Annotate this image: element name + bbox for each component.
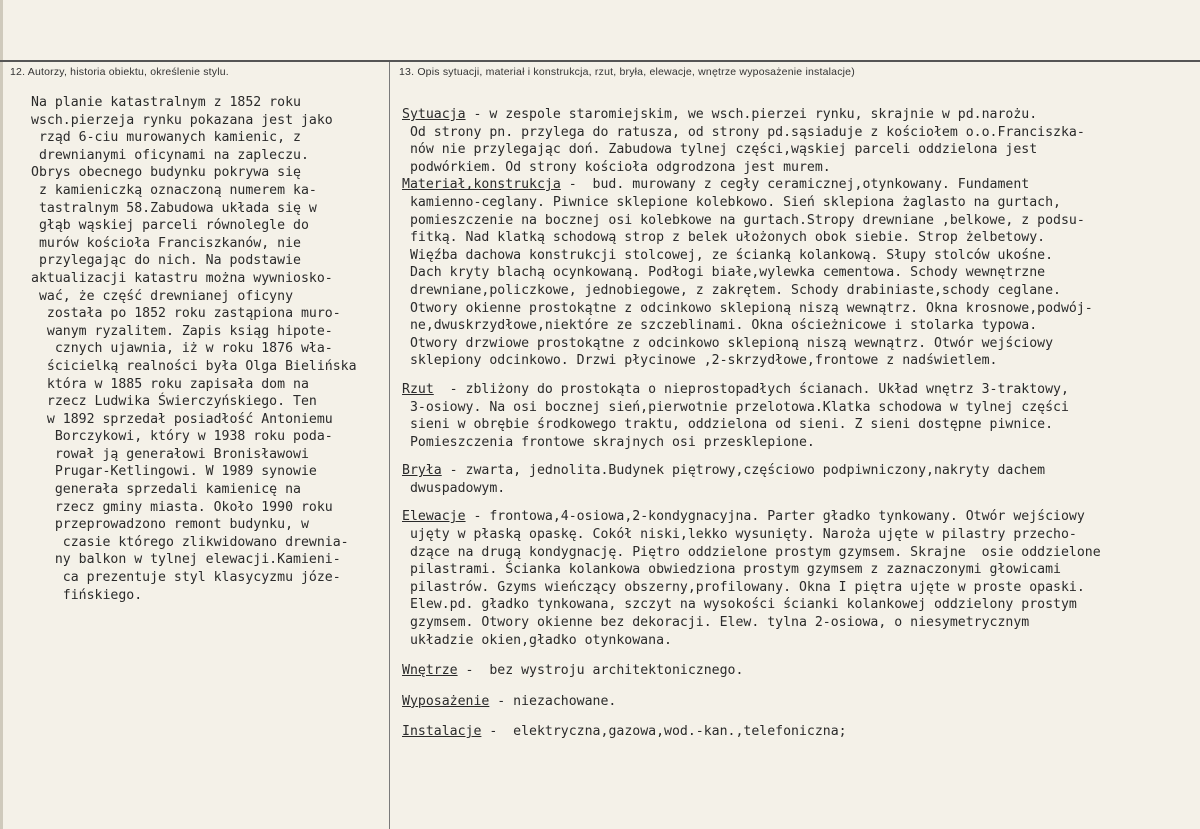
- section-line: ne,dwuskrzydłowe,niektóre ze szczeblinami. Okna ościeżnicowe i stolarka typowa.: [402, 318, 1038, 334]
- section-line: sklepiony odcinkowo. Drzwi płycinowe ,2-skrzydłowe,frontowe z nadświetlem.: [402, 353, 998, 369]
- history-line: wać, że część drewnianej oficyny: [31, 288, 294, 304]
- section-heading: Sytuacja: [402, 107, 466, 122]
- history-line: rząd 6-ciu murowanych kamienic, z: [31, 130, 301, 146]
- section-text: - frontowa,4-osiowa,2-kondygnacyjna. Parter gładko tynkowany. Otwór wejściowy: [465, 509, 1085, 525]
- section-line: Otwory okienne prostokątne z odcinkowo sklepioną niszą wewnątrz. Okna krosnowe,podwój-: [402, 300, 1093, 316]
- section-heading: Rzut: [402, 381, 434, 397]
- left-column-header: 12. Autorzy, historia obiektu, określenie stylu.: [10, 66, 229, 78]
- column-divider: [389, 62, 390, 829]
- history-line: czasie którego zlikwidowano drewnia-: [31, 534, 349, 550]
- section-heading: Materiał,konstrukcja: [402, 177, 561, 193]
- section-line: Więźba dachowa konstrukcji stolcowej, ze ścianką kolankową. Słupy stolców ukośne.: [402, 247, 1054, 263]
- section-line: [402, 176, 1192, 194]
- history-line: przylegając do nich. Na podstawie: [31, 253, 301, 269]
- section-line: sieni w obrębie środkowego traktu, oddzielona od sieni. Z sieni dostępne piwnice.: [402, 417, 1054, 433]
- section-wyposazenie: [402, 693, 1192, 711]
- section-bryla: [402, 462, 1192, 497]
- history-line: Obrys obecnego budynku pokrywa się: [31, 165, 301, 181]
- section-heading: Wyposażenie: [402, 693, 490, 709]
- section-heading: Instalacje: [402, 724, 482, 740]
- section-heading: Elewacje: [402, 509, 466, 525]
- section-text: - niezachowane.: [489, 693, 617, 709]
- history-line: ca prezentuje styl klasycyzmu józe-: [31, 570, 341, 586]
- history-line: w 1892 sprzedał posiadłość Antoniemu: [31, 411, 333, 427]
- history-line: głąb wąskiej parceli równolegle do: [31, 218, 309, 234]
- section-line: Dach kryty blachą ocynkowaną. Podłogi białe,wylewka cementowa. Schody wewnętrzne: [402, 265, 1046, 281]
- section-rzut: [402, 381, 1192, 451]
- section-line: podwórkiem. Od strony kościoła odgrodzona jest murem.: [402, 159, 831, 175]
- history-line: z kamieniczką oznaczoną numerem ka-: [31, 182, 317, 198]
- history-line: wanym ryzalitem. Zapis ksiąg hipote-: [31, 323, 333, 339]
- section-heading: Wnętrze: [402, 663, 458, 679]
- section-text: - zbliżony do prostokąta o nieprostopadłych ścianach. Układ wnętrz 3-traktowy,: [433, 381, 1069, 397]
- section-line: 3-osiowy. Na osi bocznej sień,pierwotnie przelotowa.Klatka schodowa w tylnej części: [402, 399, 1069, 415]
- section-line: fitką. Nad klatką schodową strop z belek ułożonych obok siebie. Strop żelbetowy.: [402, 230, 1046, 246]
- history-line: generała sprzedali kamienicę na: [31, 482, 301, 498]
- section-line: pilastrami. Ścianka kolankowa obwiedziona prostym gzymsem z zaznaczonymi głowicami: [402, 562, 1061, 578]
- section-line: kamienno-ceglany. Piwnice sklepione kolebkowo. Sień sklepiona żaglasto na gurtach,: [402, 194, 1061, 210]
- history-line: fińskiego.: [31, 587, 143, 603]
- history-line: Na planie katastralnym z 1852 roku: [31, 95, 301, 110]
- section-line: [402, 381, 1192, 399]
- section-wnetrze: [402, 662, 1192, 680]
- history-line: Prugar-Ketlingowi. W 1989 synowie: [31, 464, 317, 480]
- section-text: - elektryczna,gazowa,wod.-kan.,telefoniczna;: [481, 724, 847, 740]
- section-line: ujęty w płaską opaskę. Cokół niski,lekko wysunięty. Naroża ujęte w pilastry przecho-: [402, 527, 1077, 543]
- section-text: - bez wystroju architektonicznego.: [457, 663, 744, 679]
- section-line: [402, 106, 1192, 124]
- section-line: Elew.pd. gładko tynkowana, szczyt na wysokości ścianki kolankowej oddzielony prostym: [402, 597, 1077, 613]
- section-sytuacja: [402, 106, 1192, 176]
- section-elewacje: [402, 508, 1192, 649]
- history-line: przeprowadzono remont budynku, w: [31, 517, 309, 533]
- history-line: rzecz gminy miasta. Około 1990 roku: [31, 499, 333, 515]
- history-line: tastralnym 58.Zabudowa układa się w: [31, 200, 317, 216]
- description-text: [402, 106, 1192, 741]
- history-line: murów kościoła Franciszkanów, nie: [31, 235, 301, 251]
- section-line: dwuspadowym.: [402, 480, 506, 496]
- history-line: rzecz Ludwika Świerczyńskiego. Ten: [31, 394, 317, 410]
- section-line: Pomieszczenia frontowe skrajnych osi przesklepione.: [402, 434, 815, 450]
- history-line: wsch.pierzeja rynku pokazana jest jako: [31, 112, 333, 128]
- section-line: [402, 462, 1192, 480]
- section-line: gzymsem. Otwory okienne bez dekoracji. Elew. tylna 2-osiowa, o niesymetrycznym: [402, 615, 1030, 631]
- history-line: drewnianymi oficynami na zapleczu.: [31, 147, 309, 163]
- section-text: - w zespole staromiejskim, we wsch.pierzei rynku, skrajnie w pd.narożu.: [465, 107, 1038, 122]
- section-line: Otwory drzwiowe prostokątne z odcinkowo sklepioną niszą wewnątrz. Otwór wejściowy: [402, 335, 1054, 351]
- section-text: - zwarta, jednolita.Budynek piętrowy,częściowo podpiwniczony,nakryty dachem: [441, 463, 1046, 479]
- section-line: [402, 508, 1192, 526]
- section-text: - bud. murowany z cegły ceramicznej,otynkowany. Fundament: [560, 177, 1030, 193]
- section-line: układzie okien,gładko otynkowana.: [402, 632, 672, 648]
- section-heading: Bryła: [402, 463, 442, 479]
- section-line: nów nie przylegając doń. Zabudowa tylnej części,wąskiej parceli oddzielona jest: [402, 142, 1038, 158]
- section-line: pomieszczenie na bocznej osi kolebkowe na gurtach.Stropy drewniane ,belkowe, z podsu-: [402, 212, 1085, 228]
- history-line: cznych ujawnia, iż w roku 1876 wła-: [31, 341, 333, 357]
- history-line: która w 1885 roku zapisała dom na: [31, 376, 309, 392]
- history-text: [31, 94, 387, 604]
- history-line: ny balkon w tylnej elewacji.Kamieni-: [31, 552, 341, 568]
- history-line: została po 1852 roku zastąpiona muro-: [31, 306, 341, 322]
- right-column-header: 13. Opis sytuacji, materiał i konstrukcja, rzut, bryła, elewacje, wnętrze wyposażenie instalacje): [399, 66, 855, 78]
- section-material: [402, 176, 1192, 370]
- history-line: rował ją generałowi Bronisławowi: [31, 446, 309, 462]
- left-edge-shadow: [0, 0, 3, 829]
- section-instalacje: [402, 723, 1192, 741]
- section-line: dzące na drugą kondygnację. Piętro oddzielone prostym gzymsem. Skrajne osie oddzielone: [402, 544, 1101, 560]
- section-line: pilastrów. Gzyms wieńczący obszerny,profilowany. Okna I piętra ujęte w proste opaski.: [402, 579, 1085, 595]
- section-line: Od strony pn. przylega do ratusza, od strony pd.sąsiaduje z kościołem o.o.Franciszka-: [402, 124, 1085, 140]
- section-line: drewniane,policzkowe, jednobiegowe, z zakrętem. Schody drabiniaste,schody ceglane.: [402, 282, 1061, 298]
- header-divider: [0, 60, 1200, 62]
- history-line: Borczykowi, który w 1938 roku poda-: [31, 429, 333, 445]
- history-line: ścicielką realności była Olga Bielińska: [31, 358, 357, 374]
- history-line: aktualizacji katastru można wywniosko-: [31, 270, 333, 286]
